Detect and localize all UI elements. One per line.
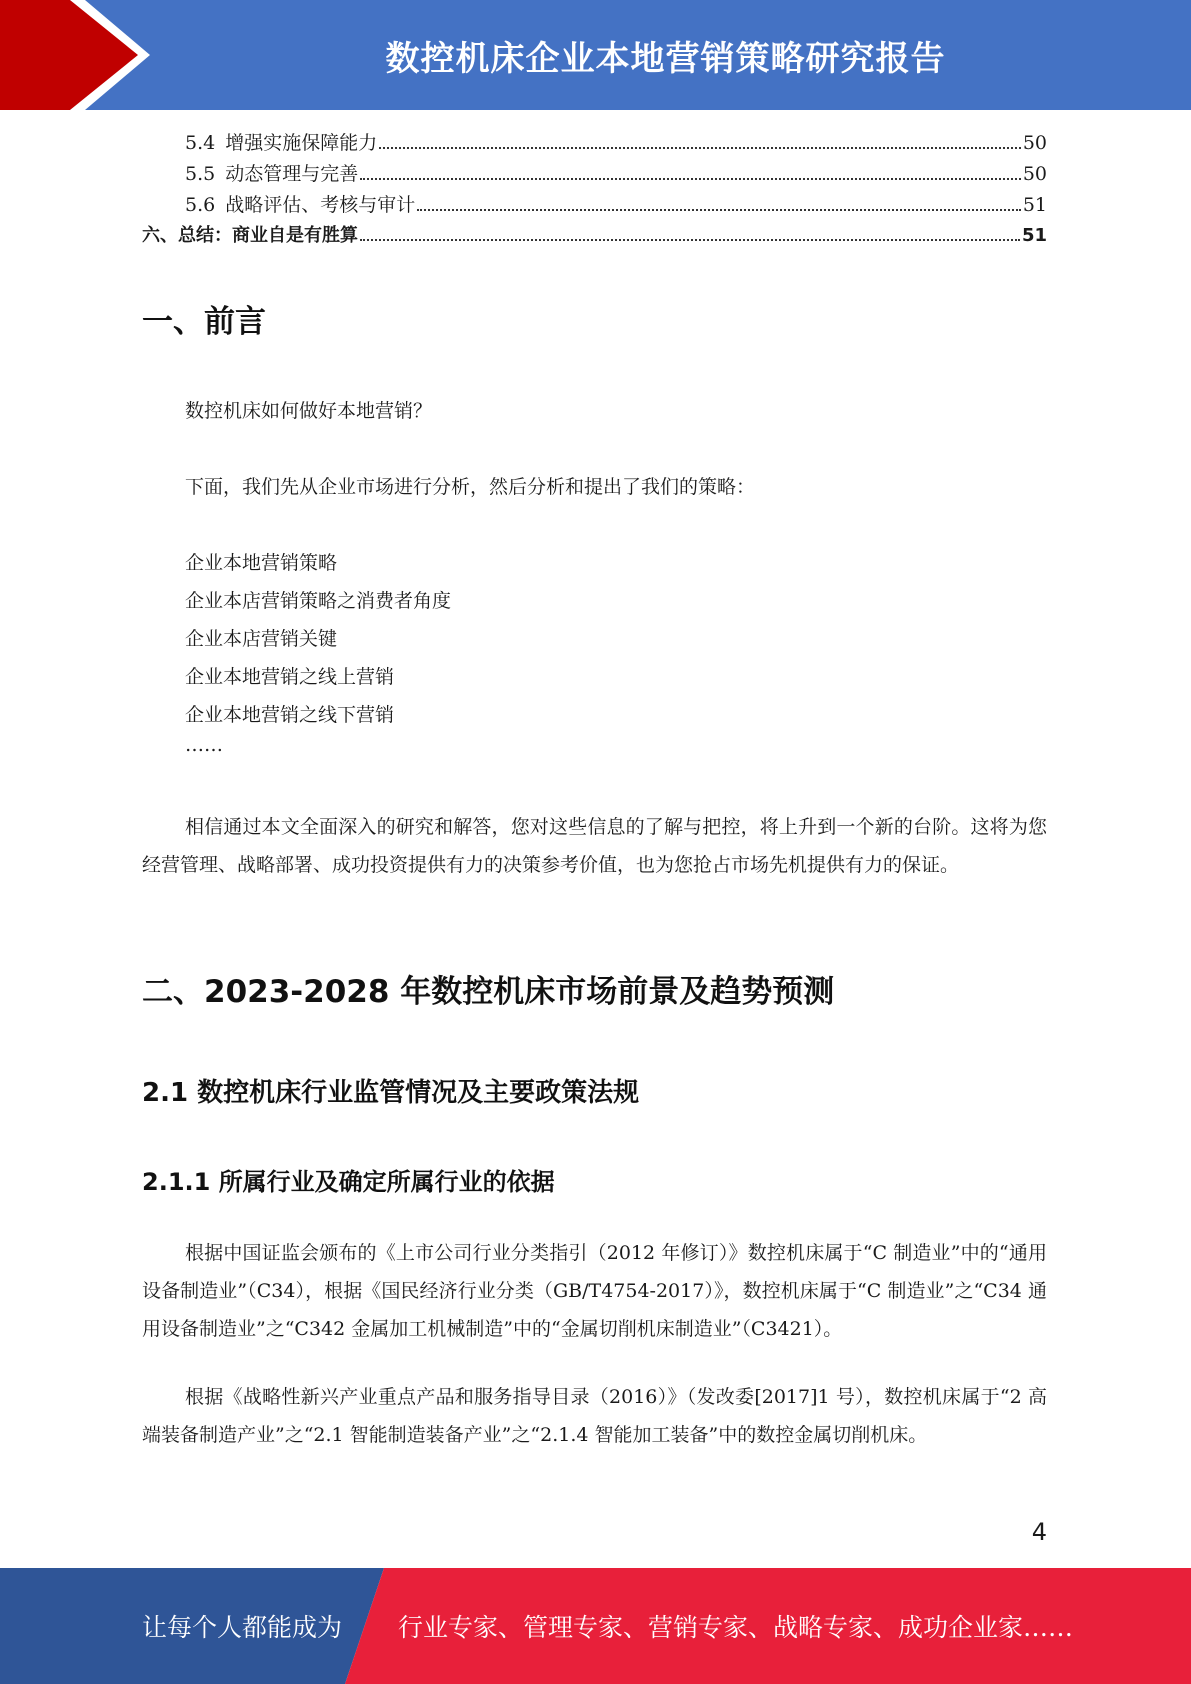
toc-label: 增强实施保障能力	[225, 132, 378, 154]
page-header	[0, 0, 1191, 110]
toc-page: 50	[1022, 163, 1047, 185]
toc-entry[interactable]	[142, 128, 1047, 159]
toc-leader	[379, 147, 1021, 149]
toc-label: 六、总结：商业自是有胜算	[142, 225, 358, 246]
toc-label: 动态管理与完善	[225, 163, 359, 185]
list-item: 企业本地营销策略	[185, 552, 338, 574]
section-title-forecast: 二、2023-2028 年数控机床市场前景及趋势预测	[142, 974, 835, 1010]
toc-number: 5.6	[185, 194, 216, 216]
list-item: 企业本店营销关键	[185, 628, 338, 650]
preface-intro: 下面，我们先从企业市场进行分析，然后分析和提出了我们的策略：	[185, 476, 756, 498]
preface-question: 数控机床如何做好本地营销？	[185, 400, 433, 422]
subsection-title-industry: 2.1.1 所属行业及确定所属行业的依据	[142, 1168, 555, 1196]
footer-slogan-right: 行业专家、管理专家、营销专家、战略专家、成功企业家……	[398, 1613, 1074, 1642]
footer-slogan-left: 让每个人都能成为	[142, 1613, 343, 1642]
header-title: 数控机床企业本地营销策略研究报告	[385, 38, 946, 79]
toc-number: 5.4	[185, 132, 216, 154]
table-of-contents	[142, 128, 1047, 252]
industry-paragraph-2: 根据《战略性新兴产业重点产品和服务指导目录（2016）》（发改委[2017]1 号），数控机床属于“2 高端装备制造产业”之“2.1 智能制造装备产业”之“2.1.4 智能加工装备”中的数控金属切削机床。	[142, 1386, 1047, 1446]
toc-label: 战略评估、考核与审计	[225, 194, 416, 216]
list-item: 企业本地营销之线上营销	[185, 666, 395, 688]
toc-entry[interactable]	[142, 190, 1047, 221]
list-item: 企业本地营销之线下营销	[185, 704, 395, 726]
page-number: 4	[1031, 1518, 1047, 1546]
toc-page: 51	[1021, 225, 1047, 246]
subsection-title-regulation: 2.1 数控机床行业监管情况及主要政策法规	[142, 1078, 640, 1108]
preface-paragraph: 相信通过本文全面深入的研究和解答，您对这些信息的了解与把控，将上升到一个新的台阶。这将为您经营管理、战略部署、成功投资提供有力的决策参考价值，也为您抢占市场先机提供有力的保证。	[142, 816, 1047, 876]
toc-leader	[417, 209, 1021, 211]
toc-leader	[360, 239, 1020, 241]
section-title-preface: 一、前言	[142, 304, 266, 340]
toc-page: 51	[1022, 194, 1047, 216]
list-item: ……	[185, 734, 223, 756]
toc-leader	[360, 178, 1021, 180]
toc-entry[interactable]	[142, 159, 1047, 190]
toc-page: 50	[1022, 132, 1047, 154]
toc-entry[interactable]	[142, 221, 1047, 252]
industry-paragraph-1: 根据中国证监会颁布的《上市公司行业分类指引（2012 年修订）》数控机床属于“C 制造业”中的“通用设备制造业”（C34），根据《国民经济行业分类（GB/T4754-2017）》，数控机床属于“C 制造业”之“C34 通用设备制造业”之“C342 金属加工机械制造”中的“金属切削机床制造业”（C3421）。	[142, 1242, 1047, 1340]
list-item: 企业本店营销策略之消费者角度	[185, 590, 452, 612]
page-footer	[0, 1568, 1191, 1684]
toc-number: 5.5	[185, 163, 216, 185]
header-arrow-icon	[0, 0, 160, 110]
